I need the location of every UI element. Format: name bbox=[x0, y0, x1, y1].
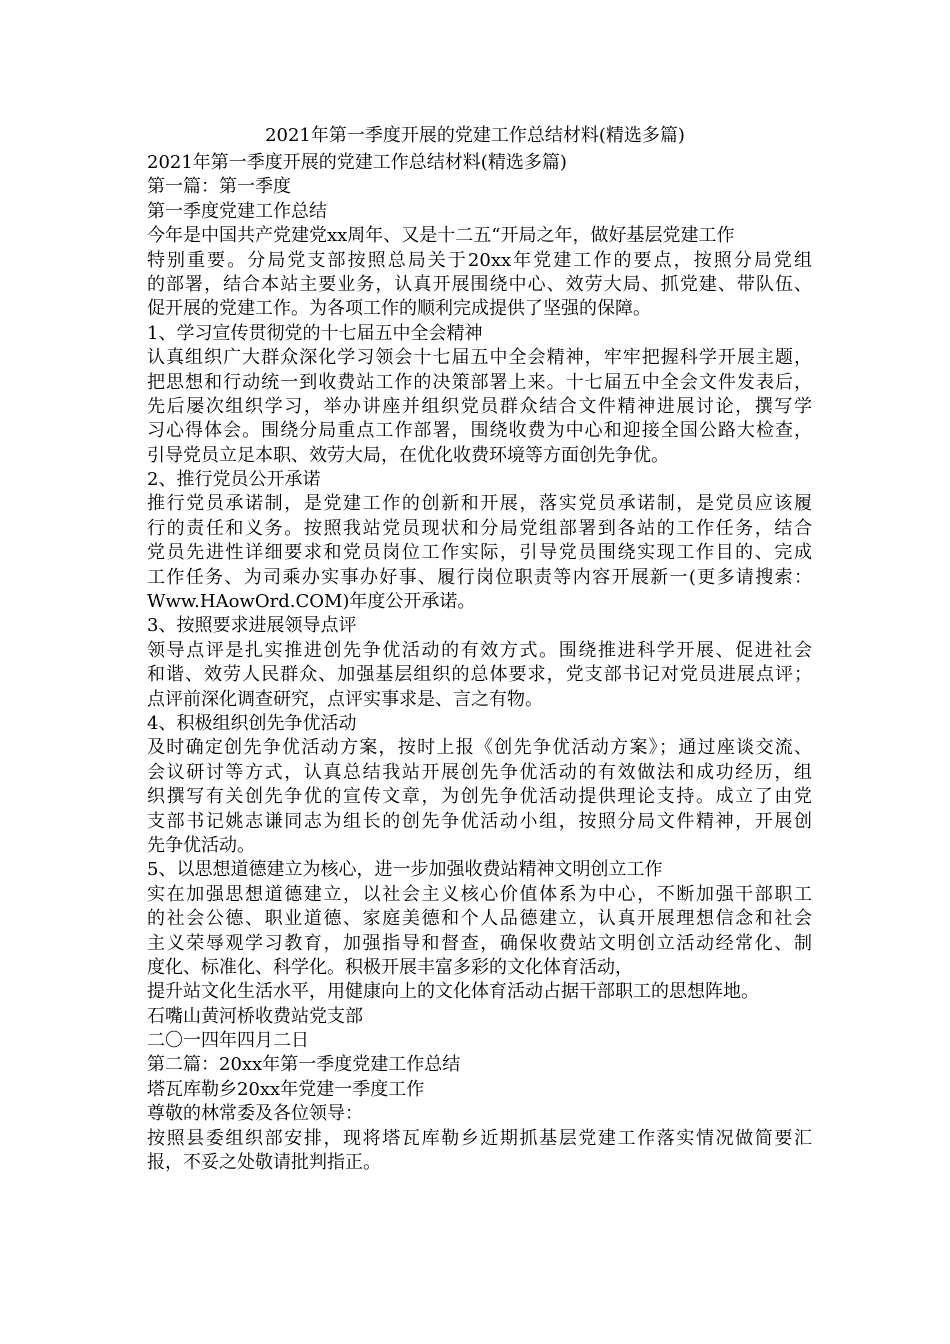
document-line: 度化、标准化、科学化。积极开展丰富多彩的文化体育活动， bbox=[147, 956, 633, 978]
document-line: 促开展的党建工作。为各项工作的顺利完成提供了坚强的保障。 bbox=[147, 298, 651, 320]
document-line: 的社会公德、职业道德、家庭美德和个人品德建立，认真开展理想信念和社会 bbox=[147, 908, 812, 930]
document-line: 引导党员立足本职、效劳大局，在优化收费环境等方面创先争优。 bbox=[147, 444, 669, 466]
document-line: 提升站文化生活水平，用健康向上的文化体育活动占据干部职工的思想阵地。 bbox=[147, 981, 759, 1003]
document-line: 1、学习宣传贯彻党的十七届五中全会精神 bbox=[147, 322, 483, 344]
document-line: 和谐、效劳人民群众、加强基层组织的总体要求，党支部书记对党员进展点评； bbox=[147, 664, 812, 686]
document-line: 习心得体会。围绕分局重点工作部署，围绕收费为中心和迎接全国公路大检查， bbox=[147, 420, 812, 442]
document-line: 4、积极组织创先争优活动 bbox=[147, 712, 357, 734]
document-line: 第一篇：第一季度 bbox=[147, 176, 291, 198]
document-line: 2021年第一季度开展的党建工作总结材料(精选多篇) bbox=[147, 152, 567, 173]
document-line: 认真组织广大群众深化学习领会十七届五中全会精神，牢牢把握科学开展主题， bbox=[147, 347, 812, 369]
document-body bbox=[147, 151, 812, 1175]
document-line: 的部署，结合本站主要业务，认真开展围绕中心、效劳大局、抓党建、带队伍、 bbox=[147, 273, 812, 295]
document-line: 2、推行党员公开承诺 bbox=[147, 469, 321, 491]
document-line: 今年是中国共产党建党xx周年、又是十二五“开局之年，做好基层党建工作 bbox=[147, 225, 735, 247]
document-line: 点评前深化调查研究，点评实事求是、言之有物。 bbox=[147, 688, 543, 710]
document-line: Www.HAowOrd.COM)年度公开承诺。 bbox=[147, 591, 476, 613]
document-line: 第二篇：20xx年第一季度党建工作总结 bbox=[147, 1054, 461, 1076]
document-line: 塔瓦库勒乡20xx年党建一季度工作 bbox=[147, 1078, 425, 1100]
document-line: 特别重要。分局党支部按照总局关于20xx年党建工作的要点，按照分局党组 bbox=[147, 249, 812, 271]
document-line: 主义荣辱观学习教育，加强指导和督查，确保收费站文明创立活动经常化、制 bbox=[147, 932, 812, 954]
document-line: 二〇一四年四月二日 bbox=[147, 1030, 309, 1052]
document-line: 先后屡次组织学习，举办讲座并组织党员群众结合文件精神进展讨论，撰写学 bbox=[147, 395, 812, 417]
document-line: 行的责任和义务。按照我站党员现状和分局党组部署到各站的工作任务，结合 bbox=[147, 517, 812, 539]
document-line: 尊敬的林常委及各位领导： bbox=[147, 1103, 363, 1125]
document-line: 会议研讨等方式，认真总结我站开展创先争优活动的有效做法和成功经历，组 bbox=[147, 761, 812, 783]
document-line: 5、以思想道德建立为核心，进一步加强收费站精神文明创立工作 bbox=[147, 859, 663, 881]
document-line: 报，不妥之处敬请批判指正。 bbox=[147, 1152, 381, 1174]
document-line: 及时确定创先争优活动方案，按时上报《创先争优活动方案》；通过座谈交流、 bbox=[147, 737, 812, 759]
document-line: 按照县委组织部安排，现将塔瓦库勒乡近期抓基层党建工作落实情况做简要汇 bbox=[147, 1127, 812, 1149]
document-line: 推行党员承诺制，是党建工作的创新和开展，落实党员承诺制，是党员应该履 bbox=[147, 493, 812, 515]
document-line: 党员先进性详细要求和党员岗位工作实际，引导党员围绕实现工作目的、完成 bbox=[147, 542, 812, 564]
document-line: 石嘴山黄河桥收费站党支部 bbox=[147, 1005, 363, 1027]
document-line: 领导点评是扎实推进创先争优活动的有效方式。围绕推进科学开展、促进社会 bbox=[147, 639, 812, 661]
document-line: 第一季度党建工作总结 bbox=[147, 200, 327, 222]
document-line: 支部书记姚志谦同志为组长的创先争优活动小组，按照分局文件精神，开展创 bbox=[147, 810, 812, 832]
document-line: 工作任务、为司乘办实事办好事、履行岗位职责等内容开展新一(更多请搜索： bbox=[147, 566, 812, 588]
document-title: 2021年第一季度开展的党建工作总结材料(精选多篇) bbox=[265, 125, 685, 146]
document-line: 织撰写有关创先争优的宣传文章，为创先争优活动提供理论支持。成立了由党 bbox=[147, 786, 812, 808]
document-line: 3、按照要求进展领导点评 bbox=[147, 615, 357, 637]
document-line: 实在加强思想道德建立，以社会主义核心价值体系为中心，不断加强干部职工 bbox=[147, 883, 812, 905]
document-line: 先争优活动。 bbox=[147, 834, 255, 856]
document-line: 把思想和行动统一到收费站工作的决策部署上来。十七届五中全会文件发表后， bbox=[147, 371, 812, 393]
